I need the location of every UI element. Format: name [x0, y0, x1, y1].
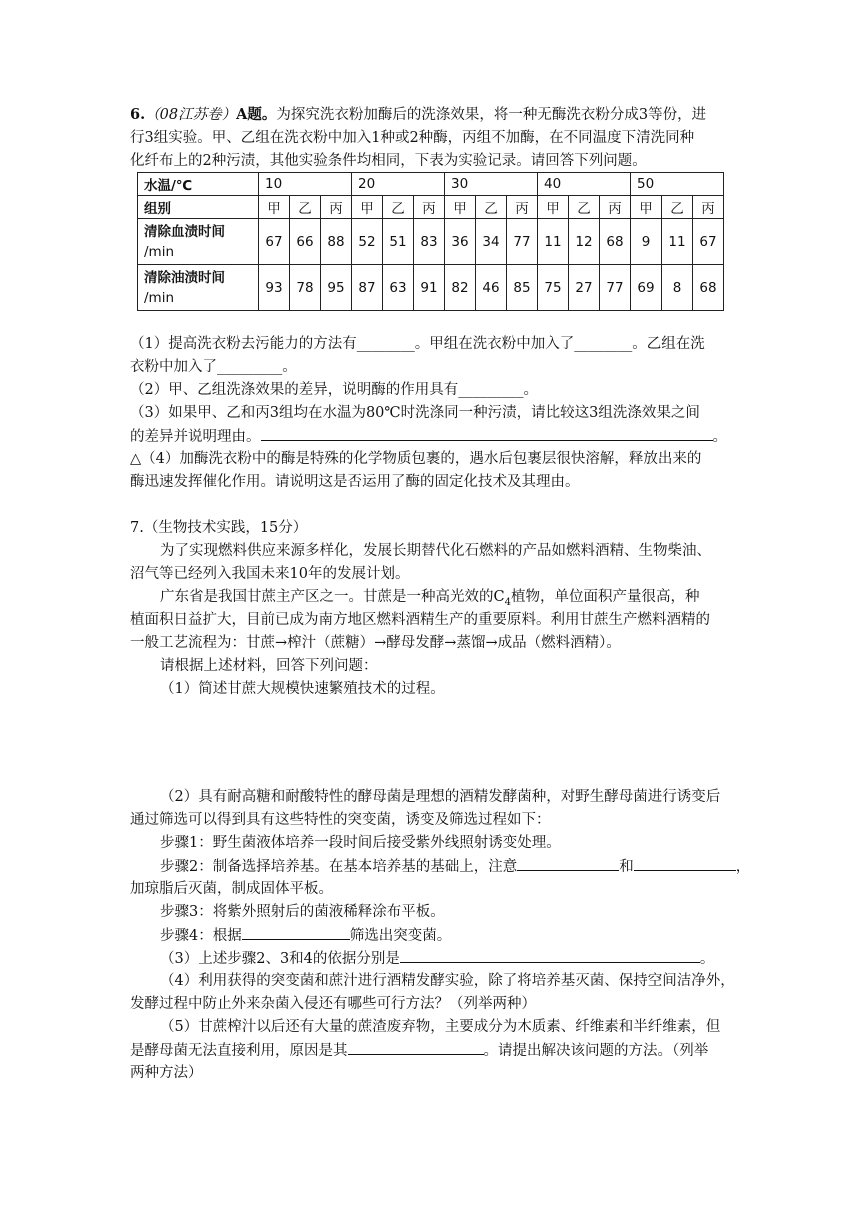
oil-stain-unit: /min — [144, 289, 175, 306]
q7-para1-line-1: 为了实现燃料供应来源多样化，发展长期替代化石燃料的产品如燃料酒精、生物柴油、 — [160, 543, 711, 559]
group-cell: 乙 — [476, 196, 507, 219]
oil-cell: 95 — [321, 265, 352, 311]
temp-40: 40 — [538, 173, 631, 196]
q6-intro-text-1: 为探究洗衣粉加酶后的洗涤效果，将一种无酶洗衣粉分成3等份，进 — [276, 107, 707, 123]
blood-cell: 11 — [538, 219, 569, 265]
oil-cell: 68 — [693, 265, 724, 311]
oil-stain-header — [138, 265, 259, 311]
q6-part1-line-1: （1）提高洗衣粉去污能力的方法有________。甲组在洗衣粉中加入了________。乙组在洗 — [130, 336, 705, 352]
q7-sub5-end: 。请提出解决该问题的方法。（列举 — [483, 1043, 709, 1059]
q7-sub4-line-2: 发酵过程中防止外来杂菌入侵还有哪些可行方法？（列举两种） — [130, 996, 536, 1012]
q7-para1-line-2: 沼气等已经列入我国未来10年的发展计划。 — [130, 566, 410, 582]
q7-para2-pre: 广东省是我国甘蔗主产区之一。甘蔗是一种高光效的C — [160, 589, 505, 605]
group-cell: 甲 — [445, 196, 476, 219]
q7-para2-subscript: 4 — [504, 596, 511, 608]
q6-part3-answer-blank[interactable] — [261, 425, 713, 441]
blood-cell: 66 — [290, 219, 321, 265]
blood-cell: 9 — [631, 219, 662, 265]
blood-cell: 67 — [259, 219, 290, 265]
group-cell: 丙 — [693, 196, 724, 219]
blood-cell: 11 — [662, 219, 693, 265]
q6-part4-line-2: 酶迅速发挥催化作用。请说明这是否运用了酶的固定化技术及其理由。 — [130, 474, 580, 490]
q6-part3-end: 。 — [712, 429, 727, 445]
blood-cell: 34 — [476, 219, 507, 265]
q7-step2-end: ， — [735, 859, 751, 875]
q7-step4-blank[interactable] — [242, 924, 350, 940]
oil-cell: 77 — [600, 265, 631, 311]
q6-intro-line-2: 行3组实验。甲、乙组在洗衣粉中加入1种或2种酶，丙组不加酶，在不同温度下清洗同种 — [130, 130, 695, 146]
blood-cell: 36 — [445, 219, 476, 265]
q6-number: 6. — [130, 106, 146, 123]
group-cell: 甲 — [259, 196, 290, 219]
temp-30: 30 — [445, 173, 538, 196]
q7-sub3-text: （3）上述步骤2、3和4的依据分别是 — [160, 951, 400, 967]
q7-ask: 请根据上述材料，回答下列问题： — [160, 658, 378, 674]
q7-step1: 步骤1：野生菌液体培养一段时间后接受紫外线照射诱变处理。 — [160, 835, 561, 851]
group-cell: 甲 — [631, 196, 662, 219]
q7-step4-text: 步骤4：根据 — [160, 928, 242, 944]
oil-cell: 27 — [569, 265, 600, 311]
oil-cell: 8 — [662, 265, 693, 311]
q6-part2: （2）甲、乙组洗涤效果的差异，说明酶的作用具有_________。 — [130, 382, 538, 398]
oil-cell: 87 — [352, 265, 383, 311]
oil-stain-label: 清除油渍时间 — [144, 269, 225, 286]
blood-cell: 67 — [693, 219, 724, 265]
q7-heading: 7.（生物技术实践，15分） — [130, 520, 308, 536]
oil-cell: 46 — [476, 265, 507, 311]
temp-header: 水温/℃ — [138, 173, 259, 196]
q7-step2-line-1 — [160, 855, 751, 878]
blood-stain-row — [138, 219, 724, 265]
group-cell: 丙 — [321, 196, 352, 219]
q7-step2-line-2: 加琼脂后灭菌，制成固体平板。 — [130, 881, 333, 897]
q7-step2-text: 步骤2：制备选择培养基。在基本培养基的基础上，注意 — [160, 859, 518, 875]
oil-cell: 75 — [538, 265, 569, 311]
group-cell: 丙 — [414, 196, 445, 219]
q6-intro-line-3: 化纤布上的2种污渍，其他实验条件均相同，下表为实验记录。请回答下列问题。 — [130, 153, 647, 169]
blood-cell: 12 — [569, 219, 600, 265]
group-cell: 乙 — [569, 196, 600, 219]
q7-sub2-line-1: （2）具有耐高糖和耐酸特性的酵母菌是理想的酒精发酵菌种，对野生酵母菌进行诱变后 — [160, 789, 721, 805]
q7-step2-and: 和 — [619, 859, 634, 875]
q6-part3-line-2 — [130, 425, 730, 448]
q7-step3: 步骤3：将紫外照射后的菌液稀释涂布平板。 — [160, 904, 445, 920]
q7-sub4-line-1: （4）利用获得的突变菌和蔗汁进行酒精发酵实验，除了将培养基灭菌、保持空间洁净外， — [160, 973, 735, 989]
temp-50: 50 — [631, 173, 724, 196]
temp-row — [138, 173, 724, 196]
temp-20: 20 — [352, 173, 445, 196]
blood-cell: 88 — [321, 219, 352, 265]
group-cell: 丙 — [600, 196, 631, 219]
q7-step2-blank-2[interactable] — [634, 855, 736, 871]
oil-stain-row — [138, 265, 724, 311]
group-cell: 乙 — [662, 196, 693, 219]
group-row — [138, 196, 724, 219]
blood-cell: 51 — [383, 219, 414, 265]
q7-para2-line-2: 植面积日益扩大，目前已成为南方地区燃料酒精生产的重要原料。利用甘蔗生产燃料酒精的 — [130, 612, 710, 628]
q7-sub5-line-2 — [130, 1039, 730, 1062]
q7-sub5-text: 是酵母菌无法直接利用，原因是其 — [130, 1043, 348, 1059]
q7-para2-post: 植物，单位面积产量很高，种 — [510, 589, 700, 605]
oil-cell: 91 — [414, 265, 445, 311]
blood-cell: 77 — [507, 219, 538, 265]
blood-cell: 68 — [600, 219, 631, 265]
q7-step4-end: 筛选出突变菌。 — [349, 928, 452, 944]
experiment-table — [137, 172, 724, 311]
q7-sub5-line-1: （5）甘蔗榨汁以后还有大量的蔗渣废弃物，主要成分为木质素、纤维素和半纤维素，但 — [160, 1019, 721, 1035]
oil-cell: 69 — [631, 265, 662, 311]
q6-part4-line-1: △（4）加酶洗衣粉中的酶是特殊的化学物质包裹的，遇水后包裹层很快溶解，释放出来的 — [130, 451, 702, 467]
q7-step4 — [160, 924, 730, 947]
group-cell: 甲 — [352, 196, 383, 219]
q6-label: A题。 — [236, 106, 277, 123]
group-cell: 甲 — [538, 196, 569, 219]
group-cell: 乙 — [290, 196, 321, 219]
oil-cell: 85 — [507, 265, 538, 311]
group-cell: 乙 — [383, 196, 414, 219]
group-cell: 丙 — [507, 196, 538, 219]
q6-part3-text: 的差异并说明理由。 — [130, 429, 261, 445]
q7-sub3 — [160, 947, 730, 970]
q7-sub5-blank[interactable] — [348, 1039, 484, 1055]
q6-intro-line-1 — [130, 104, 730, 126]
q7-sub3-blank[interactable] — [400, 947, 700, 963]
blood-stain-label: 清除血渍时间 — [144, 223, 225, 240]
oil-cell: 63 — [383, 265, 414, 311]
q7-sub3-end: 。 — [699, 951, 715, 967]
q6-part3-line-1: （3）如果甲、乙和丙3组均在水温为80℃时洗涤同一种污渍，请比较这3组洗涤效果之间 — [130, 405, 700, 421]
oil-cell: 78 — [290, 265, 321, 311]
q6-part1-line-2: 衣粉中加入了_________。 — [130, 359, 297, 375]
temp-10: 10 — [259, 173, 352, 196]
q7-sub2-line-2: 通过筛选可以得到具有这些特性的突变菌，诱变及筛选过程如下： — [130, 812, 551, 828]
q7-sub5-line-3: 两种方法） — [130, 1065, 203, 1081]
q6-source: （08江苏卷） — [145, 107, 237, 123]
oil-cell: 82 — [445, 265, 476, 311]
blood-cell: 52 — [352, 219, 383, 265]
blood-stain-unit: /min — [144, 243, 175, 260]
q7-sub1: （1）简述甘蔗大规模快速繁殖技术的过程。 — [160, 681, 445, 697]
q7-para2-line-3: 一般工艺流程为：甘蔗→榨汁（蔗糖）→酵母发酵→蒸馏→成品（燃料酒精）。 — [130, 635, 621, 651]
group-header: 组别 — [138, 196, 259, 219]
blood-cell: 83 — [414, 219, 445, 265]
blood-stain-header — [138, 219, 259, 265]
oil-cell: 93 — [259, 265, 290, 311]
q7-step2-blank-1[interactable] — [517, 855, 619, 871]
